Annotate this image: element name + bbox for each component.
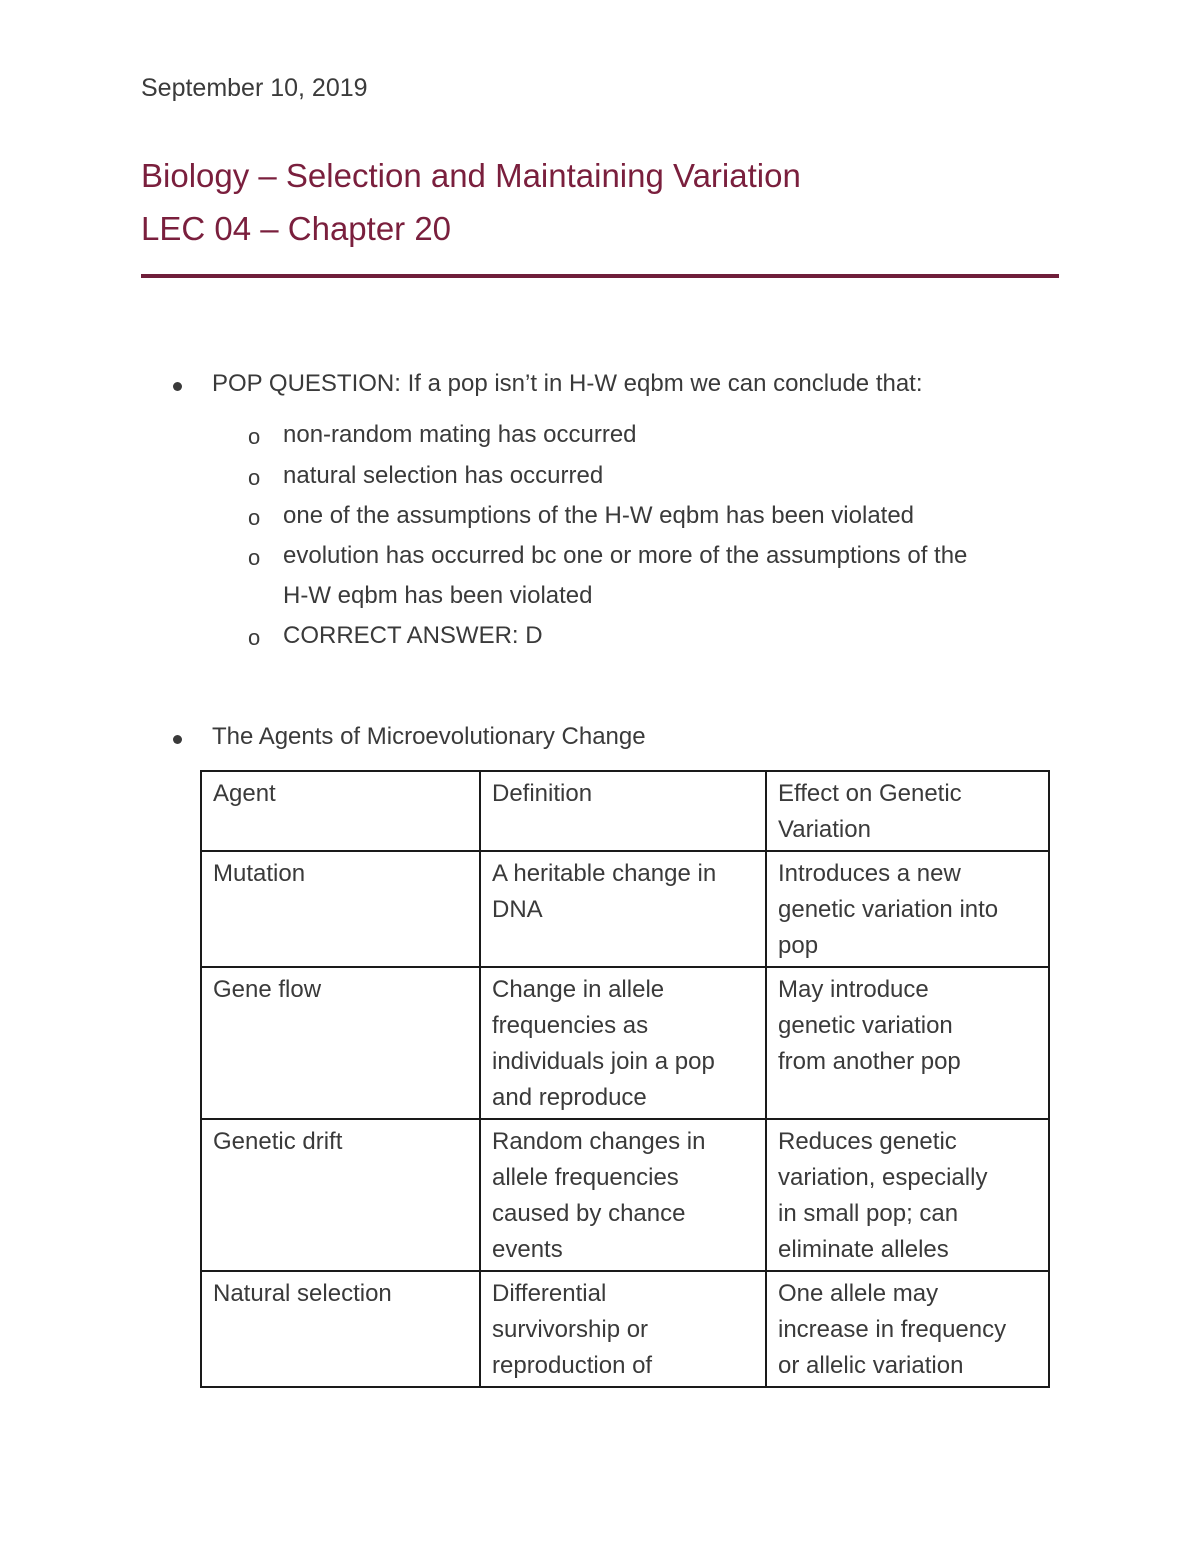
- agent-cell: Gene flow: [201, 967, 480, 1119]
- date: September 10, 2019: [141, 74, 368, 102]
- correct-answer: CORRECT ANSWER: D: [283, 622, 543, 649]
- table-row: [201, 851, 1049, 967]
- header-effect: Effect on Genetic Variation: [766, 771, 1049, 851]
- page-title: Biology – Selection and Maintaining Variation: [141, 157, 801, 194]
- circle-bullet-icon: o: [248, 465, 261, 490]
- lecture-subtitle: LEC 04 – Chapter 20: [141, 210, 452, 247]
- option-item: evolution has occurred bc one or more of the assumptions of the: [283, 542, 968, 569]
- circle-bullet-icon: o: [248, 545, 261, 570]
- effect-cell: Reduces genetic variation, especially in small pop; can eliminate alleles: [766, 1119, 1049, 1271]
- circle-bullet-icon: o: [248, 424, 261, 449]
- agents-table: [200, 770, 1050, 1388]
- agent-cell: Natural selection: [201, 1271, 480, 1387]
- header-agent: Agent: [201, 771, 480, 851]
- definition-cell: Random changes in allele frequencies caused by chance events: [480, 1119, 766, 1271]
- table-row: [201, 1119, 1049, 1271]
- effect-cell: Introduces a new genetic variation into pop: [766, 851, 1049, 967]
- agent-cell: Mutation: [201, 851, 480, 967]
- bullet-icon: [173, 735, 182, 744]
- table-row: [201, 1271, 1049, 1387]
- circle-bullet-icon: o: [248, 625, 261, 650]
- table-header-row: [201, 771, 1049, 851]
- option-item: one of the assumptions of the H-W eqbm has been violated: [283, 502, 915, 529]
- effect-cell: One allele may increase in frequency or allelic variation: [766, 1271, 1049, 1387]
- option-item: non-random mating has occurred: [283, 421, 637, 448]
- bullet-icon: [173, 382, 182, 391]
- header-definition: Definition: [480, 771, 766, 851]
- effect-cell: May introduce genetic variation from another pop: [766, 967, 1049, 1119]
- definition-cell: A heritable change in DNA: [480, 851, 766, 967]
- option-item: natural selection has occurred: [283, 462, 604, 489]
- circle-bullet-icon: o: [248, 505, 261, 530]
- title-divider: [141, 274, 1059, 278]
- table-row: [201, 967, 1049, 1119]
- option-item-continued: H-W eqbm has been violated: [283, 582, 593, 609]
- definition-cell: Change in allele frequencies as individuals join a pop and reproduce: [480, 967, 766, 1119]
- definition-cell: Differential survivorship or reproduction of: [480, 1271, 766, 1387]
- agent-cell: Genetic drift: [201, 1119, 480, 1271]
- pop-question: POP QUESTION: If a pop isn’t in H-W eqbm we can conclude that:: [212, 370, 923, 397]
- agents-heading: The Agents of Microevolutionary Change: [212, 723, 646, 750]
